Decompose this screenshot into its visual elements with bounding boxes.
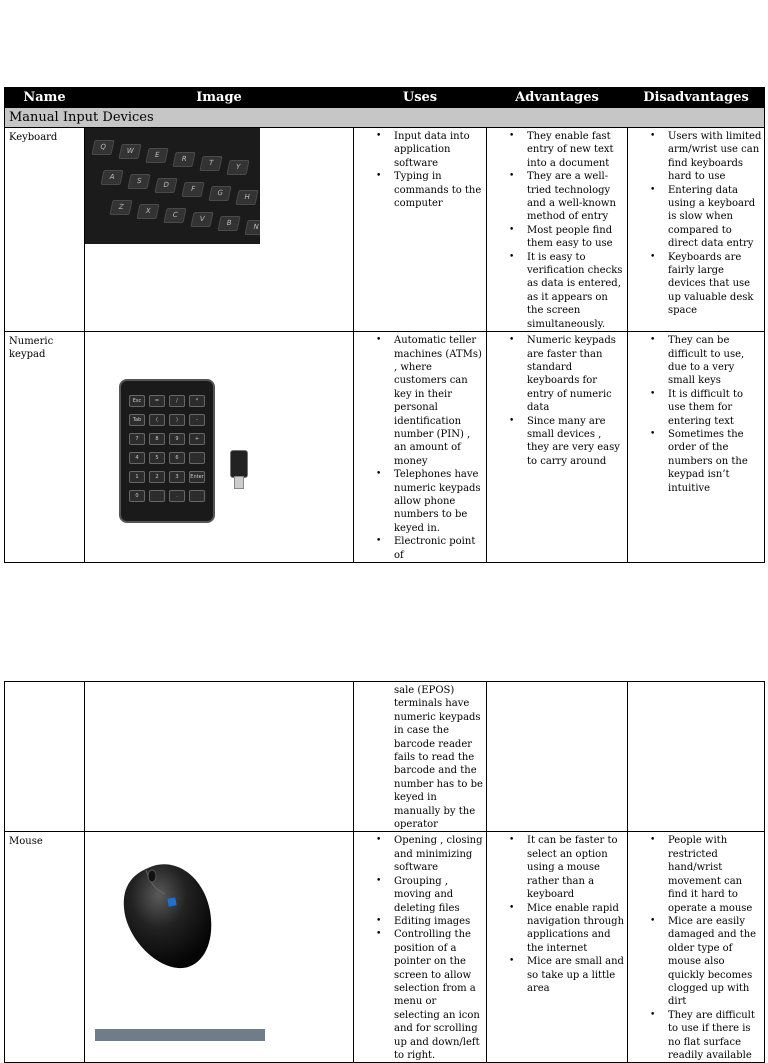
keypad-key: / (169, 395, 185, 407)
keyboard-key: Q (91, 140, 114, 155)
image-cell-continued (85, 682, 354, 832)
header-advantages: Advantages (487, 88, 628, 108)
keyboard-key: T (199, 156, 222, 171)
disadvantage-item: • It is difficult to use them for entering text (628, 388, 764, 428)
advantage-item: • It can be faster to select an option using a mouse rather than a keyboard (487, 834, 627, 901)
advantages-cell-mouse (487, 832, 628, 1063)
keypad-key: ) (169, 414, 185, 426)
disadvantage-item: • Keyboards are fairly large devices that use up valuable desk space (628, 251, 764, 318)
uses-item: • Telephones have numeric keypads allow phone numbers to be keyed in. (354, 468, 486, 535)
keypad-key: 7 (129, 433, 145, 445)
section-title: Manual Input Devices (5, 108, 765, 128)
advantages-cell-keyboard (487, 128, 628, 332)
keypad-key (189, 452, 205, 464)
header-uses: Uses (354, 88, 487, 108)
keypad-key: - (189, 414, 205, 426)
keypad-key: 9 (169, 433, 185, 445)
keyboard-key: R (172, 152, 195, 167)
disadvantage-item: • Entering data using a keyboard is slow when compared to direct data entry (628, 184, 764, 251)
advantages-cell-continued (487, 682, 628, 832)
keypad-key: 2 (149, 471, 165, 483)
section-row (5, 108, 765, 128)
advantage-item: • Mice are small and so take up a little area (487, 955, 627, 995)
uses-cell-keyboard (354, 128, 487, 332)
uses-cell-keypad (354, 332, 487, 563)
uses-cell-keypad-continued (354, 682, 487, 832)
keypad-key: Enter (189, 471, 205, 483)
keypad-key: 6 (169, 452, 185, 464)
advantage-item: • It is easy to verification checks as data is entered, as it appears on the screen simultaneously. (487, 251, 627, 331)
keypad-key: * (189, 395, 205, 407)
disadvantage-item: • Sometimes the order of the numbers on the keypad isn’t intuitive (628, 428, 764, 495)
table-header-row (5, 88, 765, 108)
keyboard-key: Y (226, 160, 249, 175)
advantage-item: • Since many are small devices , they are very easy to carry around (487, 415, 627, 469)
header-disadvantages: Disadvantages (628, 88, 765, 108)
uses-item-continued: sale (EPOS) terminals have numeric keypads in case the barcode reader fails to read the barcode and the number has to be keyed in manually by the operator (394, 685, 483, 831)
uses-item: • Grouping , moving and deleting files (354, 875, 486, 915)
keyboard-key: N (244, 220, 260, 235)
keyboard-key: C (163, 208, 186, 223)
row-name-keyboard: Keyboard (5, 128, 85, 332)
keyboard-key: A (100, 170, 123, 185)
keypad-key: + (189, 433, 205, 445)
advantages-cell-keypad (487, 332, 628, 563)
numeric-keypad-photo (119, 379, 215, 523)
row-name-mouse: Mouse (5, 832, 85, 1063)
image-cell-keypad (85, 332, 354, 563)
disadvantages-cell-keyboard (628, 128, 765, 332)
keypad-key: Tab (129, 414, 145, 426)
keyboard-key: W (118, 144, 141, 159)
keypad-key (189, 490, 205, 502)
disadvantages-cell-continued (628, 682, 765, 832)
table-row-keypad (5, 332, 765, 563)
keypad-key: Esc (129, 395, 145, 407)
header-name: Name (5, 88, 85, 108)
advantage-item: • Numeric keypads are faster than standard keyboards for entry of numeric data (487, 334, 627, 414)
uses-item: • Opening , closing and minimizing software (354, 834, 486, 874)
keyboard-photo-partial (95, 1029, 265, 1041)
uses-item: • Typing in commands to the computer (354, 170, 486, 210)
usb-receiver-photo (230, 450, 248, 478)
image-cell-keyboard (85, 128, 354, 332)
uses-item: • Automatic teller machines (ATMs) , where customers can key in their personal identification number (PIN) , an amount of money (354, 334, 486, 468)
advantage-item: • Most people find them easy to use (487, 224, 627, 251)
keypad-key: 3 (169, 471, 185, 483)
keypad-key: ( (149, 414, 165, 426)
image-cell-mouse (85, 832, 354, 1063)
keyboard-key: F (181, 182, 204, 197)
keyboard-key: D (154, 178, 177, 193)
header-image: Image (85, 88, 354, 108)
uses-item: • Editing images (354, 915, 486, 928)
keyboard-key: B (217, 216, 240, 231)
disadvantage-item: • They can be difficult to use, due to a very small keys (628, 334, 764, 388)
keyboard-key: V (190, 212, 213, 227)
input-devices-table (4, 87, 765, 563)
keypad-key: 5 (149, 452, 165, 464)
disadvantage-item: • Mice are easily damaged and the older type of mouse also quickly becomes clogged up with dirt (628, 915, 764, 1009)
mouse-photo (118, 856, 228, 976)
keyboard-key: S (127, 174, 150, 189)
keyboard-key: G (208, 186, 231, 201)
keyboard-key: H (235, 190, 258, 205)
advantage-item: • Mice enable rapid navigation through applications and the internet (487, 902, 627, 956)
advantage-item: • They are a well-tried technology and a well-known method of entry (487, 170, 627, 224)
keyboard-key: Z (109, 200, 132, 215)
keyboard-photo (85, 128, 260, 244)
keypad-key: = (149, 395, 165, 407)
disadvantage-item: • Users with limited arm/wrist use can find keyboards hard to use (628, 130, 764, 184)
keypad-key: . (169, 490, 185, 502)
keyboard-key: X (136, 204, 159, 219)
keyboard-key: E (145, 148, 168, 163)
keypad-key: 1 (129, 471, 145, 483)
table-row-keypad-continued (5, 682, 765, 832)
uses-item: • Controlling the position of a pointer on the screen to allow selection from a menu or selecting an icon and for scrolling up and down/left to right. (354, 928, 486, 1062)
disadvantage-item: • They are difficult to use if there is no flat surface readily available (628, 1009, 764, 1063)
uses-item: • Electronic point of (354, 535, 486, 562)
keypad-key: 0 (129, 490, 145, 502)
row-name-keypad: Numeric keypad (5, 332, 85, 563)
uses-cell-mouse (354, 832, 487, 1063)
disadvantages-cell-mouse (628, 832, 765, 1063)
disadvantage-item: • People with restricted hand/wrist movement can find it hard to operate a mouse (628, 834, 764, 914)
advantage-item: • They enable fast entry of new text into a document (487, 130, 627, 170)
keypad-key: 4 (129, 452, 145, 464)
keypad-key (149, 490, 165, 502)
input-devices-table-continued (4, 681, 765, 1063)
keypad-key: 8 (149, 433, 165, 445)
name-cell-continued (5, 682, 85, 832)
table-row-keyboard (5, 128, 765, 332)
disadvantages-cell-keypad (628, 332, 765, 563)
usb-connector (234, 476, 244, 489)
table-row-mouse (5, 832, 765, 1063)
uses-item: • Input data into application software (354, 130, 486, 170)
